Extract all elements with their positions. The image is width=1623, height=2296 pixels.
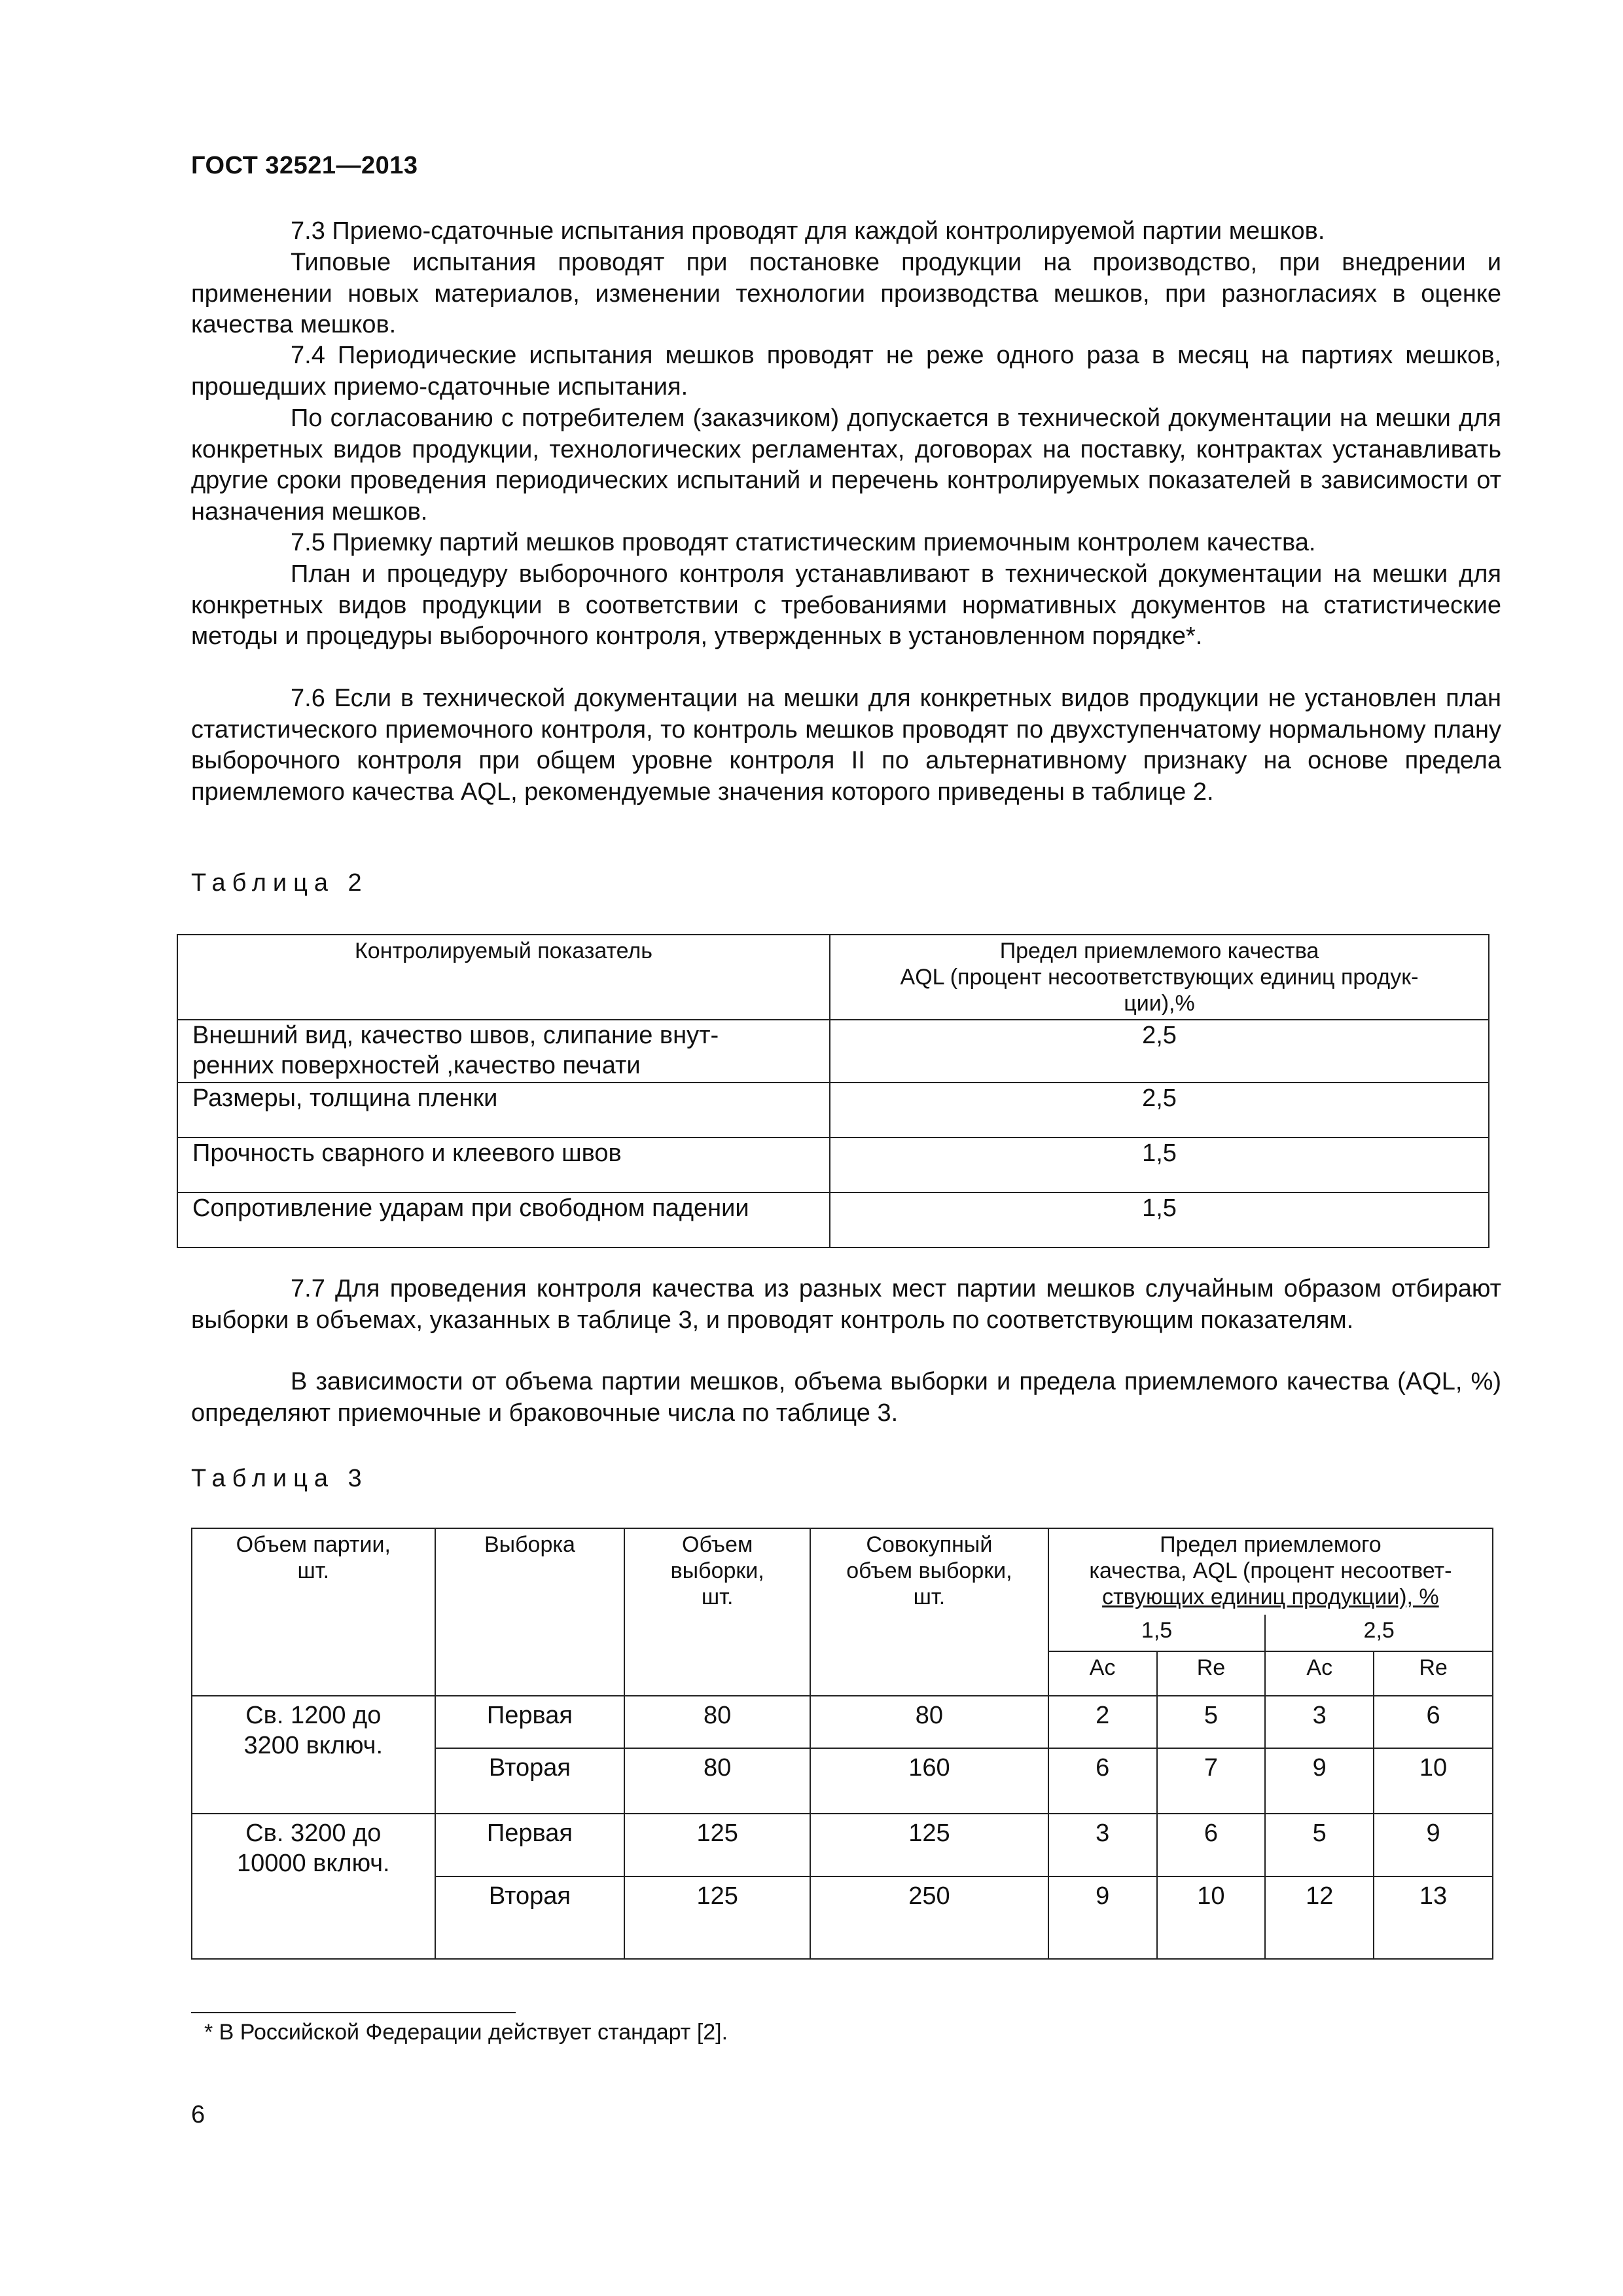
column-header-label: Контролируемый показатель	[354, 939, 652, 963]
indicator-cell: Сопротивление ударам при свободном падении	[177, 1193, 830, 1247]
footnote: * В Российской Федерации действует стандарт [2].	[204, 2020, 728, 2045]
cumulative-size-cell: 160	[810, 1748, 1048, 1814]
paragraph-type-tests: Типовые испытания проводят при постановке продукции на производство, при внедрении и применении новых материалов, изменении технологии производства мешков, при разногласиях в оценке качества мешков.	[191, 249, 1501, 338]
paragraph-7-7: 7.7 Для проведения контроля качества из разных мест партии мешков случайным образом отбирают выборки в объемах, указанных в таблице 3, и проводят контроль по соответствующим показателям.	[191, 1275, 1501, 1334]
ac-cell: 5	[1265, 1814, 1374, 1876]
re-cell: 7	[1157, 1748, 1266, 1814]
lot-size-text: 3200 включ.	[243, 1732, 383, 1759]
column-header-indicator	[177, 935, 830, 1020]
column-header-label: Предел приемлемого	[1160, 1532, 1382, 1557]
footnote-divider	[191, 2012, 516, 2013]
column-header-label: Объем партии,	[236, 1532, 391, 1557]
ac-cell: 2	[1048, 1696, 1157, 1748]
re-header: Re	[1157, 1651, 1266, 1696]
column-header-label: выборки,	[670, 1558, 764, 1583]
column-header-aql	[830, 935, 1489, 1020]
column-header-label: шт.	[701, 1585, 734, 1609]
table-2-caption: Таблица 2	[191, 869, 368, 897]
table-row	[177, 1138, 1489, 1193]
column-header-sample	[435, 1528, 625, 1696]
re-header: Re	[1374, 1651, 1493, 1696]
table-header-row	[177, 935, 1489, 1020]
table-row	[177, 1020, 1489, 1083]
column-header-label: Совокупный	[866, 1532, 993, 1557]
document-header: ГОСТ 32521—2013	[191, 152, 418, 179]
ac-cell: 3	[1048, 1814, 1157, 1876]
column-header-label: Выборка	[484, 1532, 575, 1557]
column-header-label: объем выборки,	[846, 1558, 1012, 1583]
re-cell: 10	[1157, 1876, 1266, 1959]
indicator-cell: Прочность сварного и клеевого швов	[177, 1138, 830, 1193]
indicator-cell	[177, 1020, 830, 1083]
ac-header: Ac	[1265, 1651, 1374, 1696]
ac-cell: 9	[1048, 1876, 1157, 1959]
column-header-lot-size	[192, 1528, 435, 1696]
sample-size-cell: 125	[624, 1876, 810, 1959]
column-header-sample-size	[624, 1528, 810, 1696]
sample-cell: Первая	[435, 1696, 625, 1748]
re-cell: 5	[1157, 1696, 1266, 1748]
page-number: 6	[191, 2101, 205, 2128]
table-3	[191, 1528, 1493, 1960]
aql-value-cell: 1,5	[830, 1193, 1489, 1247]
column-header-label: Объем	[682, 1532, 753, 1557]
column-header-cumulative-size	[810, 1528, 1048, 1696]
ac-header: Ac	[1048, 1651, 1157, 1696]
re-cell: 9	[1374, 1814, 1493, 1876]
paragraph-agreement: По согласованию с потребителем (заказчиком) допускается в технической документации на мешки для конкретных видов продукции, технологических регламентах, договорах на поставку, контрактах устанавливать другие сроки проведения периодических испытаний и перечень контролируемых показателей в зависимости от назначения мешков.	[191, 404, 1501, 526]
table-row	[177, 1083, 1489, 1138]
aql-value-cell: 2,5	[830, 1020, 1489, 1083]
sample-cell: Первая	[435, 1814, 625, 1876]
re-cell: 6	[1374, 1696, 1493, 1748]
lot-size-cell	[192, 1814, 435, 1959]
table-row	[192, 1696, 1493, 1748]
sample-size-cell: 80	[624, 1696, 810, 1748]
aql-value-cell: 2,5	[830, 1083, 1489, 1138]
indicator-text: ренних поверхностей ,качество печати	[192, 1052, 641, 1079]
paragraph-acceptance-numbers: В зависимости от объема партии мешков, объема выборки и предела приемлемого качества (AQL, %) определяют приемочные и браковочные числа по таблице 3.	[191, 1368, 1501, 1427]
column-header-label: Предел приемлемого качества	[999, 939, 1319, 963]
paragraph-7-3: 7.3 Приемо-сдаточные испытания проводят для каждой контролируемой партии мешков.	[291, 217, 1325, 245]
sample-size-cell: 125	[624, 1814, 810, 1876]
paragraph-7-5: 7.5 Приемку партий мешков проводят статистическим приемочным контролем качества.	[291, 529, 1316, 556]
lot-size-text: 10000 включ.	[236, 1850, 390, 1877]
re-cell: 13	[1374, 1876, 1493, 1959]
ac-cell: 9	[1265, 1748, 1374, 1814]
indicator-cell: Размеры, толщина пленки	[177, 1083, 830, 1138]
aql-level-header: 1,5	[1048, 1615, 1266, 1651]
cumulative-size-cell: 250	[810, 1876, 1048, 1959]
table-2	[177, 934, 1489, 1248]
column-header-label: качества, AQL (процент несоответ-	[1089, 1558, 1452, 1583]
cumulative-size-cell: 125	[810, 1814, 1048, 1876]
cumulative-size-cell: 80	[810, 1696, 1048, 1748]
indicator-text: Внешний вид, качество швов, слипание внут-	[192, 1022, 719, 1049]
table-row	[177, 1193, 1489, 1247]
ac-cell: 3	[1265, 1696, 1374, 1748]
sample-cell: Вторая	[435, 1876, 625, 1959]
sample-cell: Вторая	[435, 1748, 625, 1814]
column-header-label: шт.	[297, 1558, 330, 1583]
paragraph-sampling-plan: План и процедуру выборочного контроля устанавливают в технической документации на мешки для конкретных видов продукции в соответствии с требованиями нормативных документов на статистические методы и процедуры выборочного контроля, утвержденных в установленном порядке*.	[191, 560, 1501, 650]
paragraph-7-6: 7.6 Если в технической документации на мешки для конкретных видов продукции не установлен план статистического приемочного контроля, то контроль мешков проводят по двухступенчатому нормальному плану выборочного контроля при общем уровне контроля II по альтернативному признаку на основе предела приемлемого качества AQL, рекомендуемые значения которого приведены в таблице 2.	[191, 685, 1501, 806]
ac-cell: 12	[1265, 1876, 1374, 1959]
table-header-row	[192, 1528, 1493, 1615]
re-cell: 6	[1157, 1814, 1266, 1876]
table-row	[192, 1814, 1493, 1876]
column-header-label: ствующих единиц продукции), %	[1102, 1585, 1439, 1609]
aql-value-cell: 1,5	[830, 1138, 1489, 1193]
re-cell: 10	[1374, 1748, 1493, 1814]
sample-size-cell: 80	[624, 1748, 810, 1814]
paragraph-7-4: 7.4 Периодические испытания мешков проводят не реже одного раза в месяц на партиях мешков, прошедших приемо-сдаточные испытания.	[191, 342, 1501, 401]
column-header-label: шт.	[913, 1585, 946, 1609]
column-header-label: AQL (процент несоответствующих единиц продук-	[900, 965, 1419, 990]
lot-size-text: Св. 1200 до	[245, 1702, 382, 1729]
lot-size-cell	[192, 1696, 435, 1814]
table-3-caption: Таблица 3	[191, 1465, 368, 1492]
column-header-label: ции),%	[1124, 991, 1195, 1016]
lot-size-text: Св. 3200 до	[245, 1820, 382, 1847]
ac-cell: 6	[1048, 1748, 1157, 1814]
column-header-aql	[1048, 1528, 1493, 1615]
aql-level-header: 2,5	[1265, 1615, 1493, 1651]
